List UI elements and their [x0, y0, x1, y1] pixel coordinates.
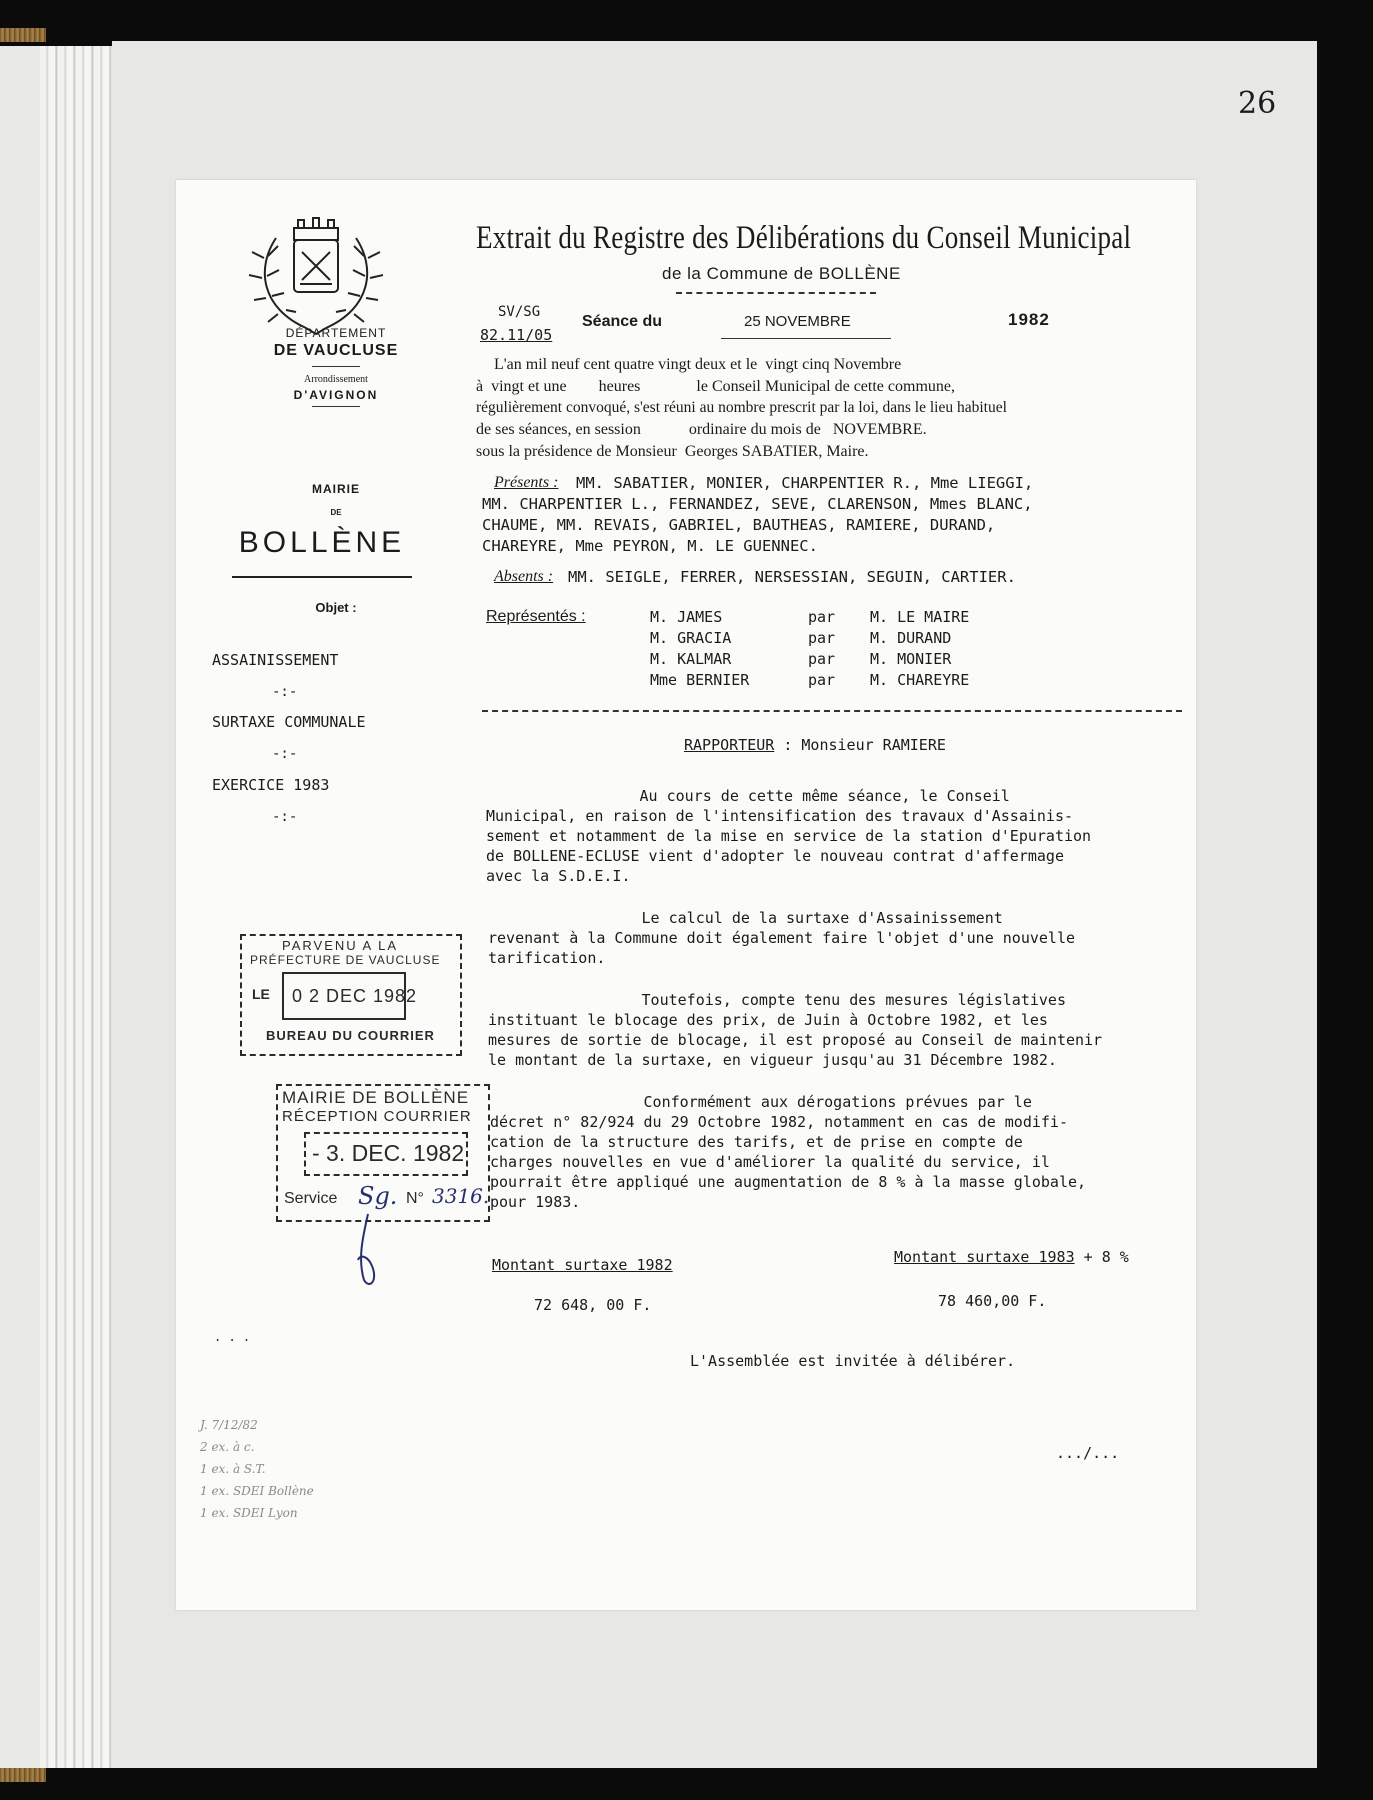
binding-edge-top — [0, 28, 46, 42]
department-line2: DE VAUCLUSE — [273, 342, 399, 359]
represente-by: M. LE MAIRE — [870, 608, 970, 626]
stamp-le: LE — [252, 986, 270, 1002]
paragraph-line: tarification. — [488, 949, 606, 967]
objet-separator: -:- — [272, 746, 298, 762]
paragraph-line: sement et notamment de la mise en service de la station d'Epuration — [486, 827, 1092, 845]
stamp-service-value: Sg. — [358, 1182, 398, 1210]
paragraph-line: Le calcul de la surtaxe d'Assainissement — [488, 909, 1003, 927]
rapporteur-label: RAPPORTEUR — [684, 736, 775, 754]
represente-name: Mme BERNIER — [650, 671, 750, 689]
presents-label: Présents : — [494, 474, 559, 491]
montant-1983-label: Montant surtaxe 1983 — [894, 1248, 1075, 1266]
paragraph-line: mesures de sortie de blocage, il est proposé au Conseil de maintenir — [488, 1031, 1103, 1049]
objet-label: Objet : — [315, 600, 357, 615]
paragraph-line: Au cours de cette même séance, le Conseil — [486, 787, 1010, 805]
handwritten-note: J. 7/12/82 — [200, 1418, 258, 1432]
represente-par: par — [808, 629, 836, 647]
represente-par: par — [808, 650, 836, 668]
represente-by: M. DURAND — [870, 629, 952, 647]
stamp-number-value: 3316. — [432, 1184, 490, 1208]
mairie-label: MAIRIE — [312, 482, 360, 496]
de-label: DE — [330, 508, 342, 517]
represente-by: M. CHAREYRE — [870, 671, 970, 689]
reference-line2: 82.11/05 — [480, 326, 553, 344]
divider — [312, 406, 360, 407]
mairie-reception-stamp — [276, 1084, 490, 1222]
handwritten-note: 1 ex. SDEI Bollène — [200, 1484, 314, 1498]
represente-by: M. MONIER — [870, 650, 952, 668]
preamble-line4: de ses séances, en session ordinaire du mois de NOVEMBRE. — [476, 421, 927, 438]
prefecture-stamp — [240, 934, 462, 1056]
objet-item-2: SURTAXE COMMUNALE — [212, 713, 366, 731]
town-underline — [232, 576, 412, 578]
represente-par: par — [808, 608, 836, 626]
paragraph-1 — [486, 786, 1091, 886]
paragraph-2 — [488, 908, 1075, 968]
stamp-date: - 3. DEC. 1982 — [312, 1140, 465, 1166]
stamp-date: 0 2 DEC 1982 — [292, 986, 418, 1006]
folio-number: 26 — [1238, 86, 1277, 121]
presents-line: CHAREYRE, Mme PEYRON, M. LE GUENNEC. — [482, 537, 818, 555]
seance-date: 25 NOVEMBRE — [744, 313, 851, 330]
montant-1982-label: Montant surtaxe 1982 — [492, 1256, 673, 1274]
paragraph-line: instituant le blocage des prix, de Juin à Octobre 1982, et les — [488, 1011, 1048, 1029]
handwritten-note: 1 ex. SDEI Lyon — [200, 1506, 298, 1520]
deliberation-sheet — [176, 180, 1196, 1610]
stamp-line: PRÉFECTURE DE VAUCLUSE — [250, 953, 441, 967]
blue-ink-flourish-icon — [352, 1210, 392, 1290]
closing-line: L'Assemblée est invitée à délibérer. — [690, 1352, 1016, 1370]
stamp-line: RÉCEPTION COURRIER — [282, 1108, 472, 1125]
preamble-line1: L'an mil neuf cent quatre vingt deux et le vingt cinq Novembre — [494, 356, 902, 373]
montant-1983-line — [894, 1248, 1129, 1266]
binding-edge-bottom — [0, 1768, 46, 1782]
represente-par: par — [808, 671, 836, 689]
paragraph-line: Conformément aux dérogations prévues par le — [490, 1093, 1032, 1111]
section-divider — [482, 710, 1182, 712]
presents-line: MM. CHARPENTIER L., FERNANDEZ, SEVE, CLARENSON, Mmes BLANC, — [482, 495, 1033, 513]
continuation-mark: .../... — [1056, 1444, 1120, 1462]
preamble-line2: à vingt et une heures le Conseil Municipal de cette commune, — [476, 378, 955, 395]
stamp-line: BUREAU DU COURRIER — [266, 1028, 435, 1043]
paragraph-line: décret n° 82/924 du 29 Octobre 1982, notamment en cas de modifi- — [490, 1113, 1068, 1131]
objet-item-3: EXERCICE 1983 — [212, 776, 330, 794]
bottom-dots: . . . — [214, 1330, 251, 1344]
stamp-date-box — [304, 1132, 468, 1176]
absents-label: Absents : — [494, 568, 554, 585]
stamp-line: MAIRIE DE BOLLÈNE — [282, 1088, 470, 1107]
preamble-line5: sous la présidence de Monsieur Georges SABATIER, Maire. — [476, 443, 869, 460]
arrondissement-line2: D'AVIGNON — [293, 388, 379, 402]
paragraph-line: pour 1983. — [490, 1193, 581, 1211]
represente-name: M. KALMAR — [650, 650, 732, 668]
stamp-service-label: Service — [284, 1190, 338, 1207]
handwritten-note: 1 ex. à S.T. — [200, 1462, 266, 1476]
stamp-date-box — [282, 972, 418, 1020]
rapporteur-name: : Monsieur RAMIERE — [774, 736, 946, 754]
paragraph-line: revenant à la Commune doit également faire l'objet d'une nouvelle — [488, 929, 1075, 947]
represente-name: M. JAMES — [650, 608, 723, 626]
montant-1983-value: 78 460,00 F. — [938, 1292, 1047, 1310]
document-title: Extrait du Registre des Délibérations du Conseil Municipal — [476, 220, 1132, 256]
paragraph-line: le montant de la surtaxe, en vigueur jusqu'au 31 Décembre 1982. — [488, 1051, 1057, 1069]
town-name: BOLLÈNE — [238, 526, 406, 559]
preamble-line3: régulièrement convoqué, s'est réuni au nombre prescrit par la loi, dans le lieu habituel — [476, 399, 1007, 416]
paragraph-line: charges nouvelles en vue d'améliorer la qualité du service, il — [490, 1153, 1050, 1171]
objet-separator: -:- — [272, 684, 298, 700]
subtitle-rule — [676, 292, 876, 294]
paragraph-line: avec la S.D.E.I. — [486, 867, 631, 885]
paragraph-line: pourrait être appliqué une augmentation de 8 % à la masse globale, — [490, 1173, 1087, 1191]
paragraph-4 — [490, 1092, 1086, 1212]
presents-line: MM. SABATIER, MONIER, CHARPENTIER R., Mme LIEGGI, — [576, 474, 1034, 492]
paragraph-line: Toutefois, compte tenu des mesures législatives — [488, 991, 1066, 1009]
montant-1983-suffix: + 8 % — [1074, 1248, 1129, 1266]
stamp-number-label: N° — [406, 1190, 424, 1207]
seance-rule — [721, 338, 891, 339]
paragraph-3 — [488, 990, 1102, 1070]
seance-year: 1982 — [1008, 310, 1050, 329]
representes-label: Représentés : — [486, 608, 586, 625]
department-line1: DÉPARTEMENT — [285, 326, 387, 340]
paragraph-line: de BOLLENE-ECLUSE vient d'adopter le nouveau contrat d'affermage — [486, 847, 1064, 865]
stamp-line: PARVENU A LA — [282, 938, 399, 953]
seance-label: Séance du — [582, 313, 663, 330]
arrondissement-line1: Arrondissement — [304, 374, 368, 385]
objet-item-1: ASSAINISSEMENT — [212, 651, 339, 669]
paragraph-line: cation de la structure des tarifs, et de prise en compte de — [490, 1133, 1023, 1151]
absents-text: MM. SEIGLE, FERRER, NERSESSIAN, SEGUIN, CARTIER. — [568, 568, 1016, 586]
paragraph-line: Municipal, en raison de l'intensification des travaux d'Assainis- — [486, 807, 1073, 825]
handwritten-note: 2 ex. à c. — [200, 1440, 255, 1454]
rapporteur-line — [684, 736, 946, 754]
represente-name: M. GRACIA — [650, 629, 732, 647]
presents-line: CHAUME, MM. REVAIS, GABRIEL, BAUTHEAS, RAMIERE, DURAND, — [482, 516, 996, 534]
montant-1982-value: 72 648, 00 F. — [534, 1296, 652, 1314]
document-subtitle: de la Commune de BOLLÈNE — [662, 264, 901, 283]
reference-line1: SV/SG — [498, 304, 541, 320]
divider — [312, 366, 360, 367]
objet-separator: -:- — [272, 809, 298, 825]
